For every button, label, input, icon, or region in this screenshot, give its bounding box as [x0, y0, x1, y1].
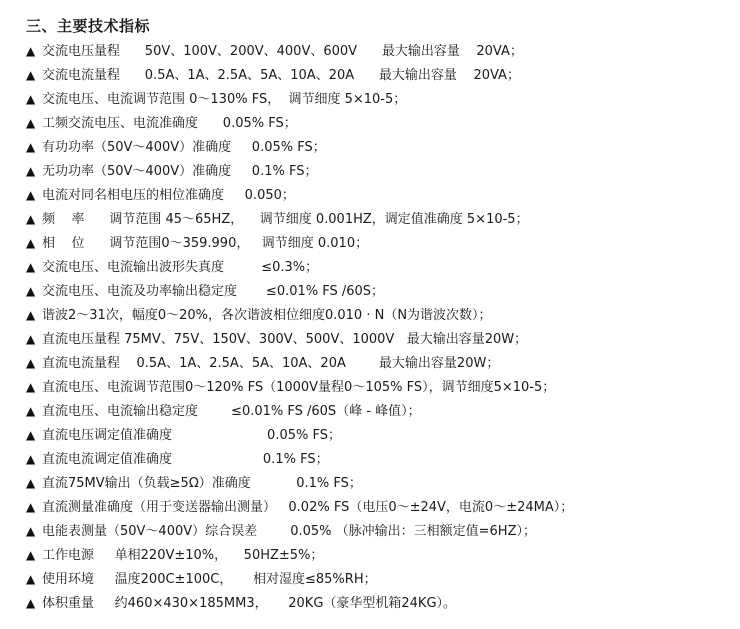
- spec-item: [26, 353, 736, 377]
- triangle-bullet-icon: ▲: [26, 380, 36, 394]
- spec-item-text: 交流电压量程 50V、100V、200V、400V、600V 最大输出容量 20VA；: [42, 44, 523, 59]
- spec-item-text: 谐波2～31次，幅度0～20%，各次谐波相位细度0.010 · N（N为谐波次数）；: [42, 308, 492, 323]
- triangle-bullet-icon: ▲: [26, 524, 36, 538]
- spec-item-text: 频 率 调节范围 45～65HZ， 调节细度 0.001HZ，调定值准确度 5×10-5；: [42, 212, 529, 227]
- spec-item-text: 交流电流量程 0.5A、1A、2.5A、5A、10A、20A 最大输出容量 20VA；: [42, 68, 520, 83]
- spec-item-text: 工作电源 单相220V±10%， 50HZ±5%；: [42, 548, 324, 563]
- spec-item-text: 工频交流电压、电流准确度 0.05% FS；: [42, 116, 297, 131]
- triangle-bullet-icon: ▲: [26, 284, 36, 298]
- spec-item: [26, 89, 736, 113]
- spec-item: [26, 65, 736, 89]
- triangle-bullet-icon: ▲: [26, 356, 36, 370]
- spec-item: [26, 425, 736, 449]
- spec-item-text: 直流电压、电流输出稳定度 ≤0.01% FS /60S（峰 - 峰值）；: [42, 404, 421, 419]
- spec-item: [26, 545, 736, 569]
- triangle-bullet-icon: ▲: [26, 596, 36, 610]
- spec-item: [26, 377, 736, 401]
- spec-item-text: 交流电压、电流及功率输出稳定度 ≤0.01% FS /60S；: [42, 284, 385, 299]
- spec-item-text: 电能表测量（50V～400V）综合误差 0.05% （脉冲输出：三相额定值=6HZ）；: [42, 524, 536, 539]
- triangle-bullet-icon: ▲: [26, 188, 36, 202]
- spec-item: [26, 257, 736, 281]
- triangle-bullet-icon: ▲: [26, 308, 36, 322]
- spec-item: [26, 521, 736, 545]
- triangle-bullet-icon: ▲: [26, 116, 36, 130]
- triangle-bullet-icon: ▲: [26, 500, 36, 514]
- triangle-bullet-icon: ▲: [26, 164, 36, 178]
- spec-item-text: 直流测量准确度（用于变送器输出测量） 0.02% FS（电压0～±24V，电流0～±24MA）；: [42, 500, 574, 515]
- spec-item: [26, 233, 736, 257]
- spec-item-text: 直流75MV输出（负载≥5Ω）准确度 0.1% FS；: [42, 476, 362, 491]
- spec-item: [26, 185, 736, 209]
- spec-item: [26, 161, 736, 185]
- triangle-bullet-icon: ▲: [26, 68, 36, 82]
- spec-item-text: 直流电流量程 0.5A、1A、2.5A、5A、10A、20A 最大输出容量20W；: [42, 356, 500, 371]
- triangle-bullet-icon: ▲: [26, 476, 36, 490]
- spec-item-text: 交流电压、电流调节范围 0～130% FS， 调节细度 5×10-5；: [42, 92, 407, 107]
- triangle-bullet-icon: ▲: [26, 332, 36, 346]
- triangle-bullet-icon: ▲: [26, 452, 36, 466]
- spec-item-text: 直流电流调定值准确度 0.1% FS；: [42, 452, 329, 467]
- spec-item-text: 相 位 调节范围0～359.990， 调节细度 0.010；: [42, 236, 369, 251]
- triangle-bullet-icon: ▲: [26, 404, 36, 418]
- spec-item: [26, 593, 736, 617]
- spec-item: [26, 209, 736, 233]
- triangle-bullet-icon: ▲: [26, 572, 36, 586]
- spec-item: [26, 305, 736, 329]
- triangle-bullet-icon: ▲: [26, 140, 36, 154]
- triangle-bullet-icon: ▲: [26, 548, 36, 562]
- spec-item-text: 直流电压量程 75MV、75V、150V、300V、500V、1000V 最大输出容量20W；: [42, 332, 528, 347]
- spec-item: [26, 137, 736, 161]
- spec-list: [26, 41, 736, 617]
- spec-item: [26, 473, 736, 497]
- triangle-bullet-icon: ▲: [26, 236, 36, 250]
- spec-item: [26, 569, 736, 593]
- triangle-bullet-icon: ▲: [26, 92, 36, 106]
- spec-item: [26, 497, 736, 521]
- triangle-bullet-icon: ▲: [26, 428, 36, 442]
- triangle-bullet-icon: ▲: [26, 260, 36, 274]
- spec-item-text: 使用环境 温度200C±100C， 相对湿度≤85%RH；: [42, 572, 377, 587]
- spec-item-text: 直流电压、电流调节范围0～120% FS（1000V量程0～105% FS），调节细度5×10-5；: [42, 380, 556, 395]
- spec-item: [26, 329, 736, 353]
- section-title: 三、主要技术指标: [26, 17, 151, 35]
- spec-item: [26, 113, 736, 137]
- spec-item: [26, 449, 736, 473]
- triangle-bullet-icon: ▲: [26, 212, 36, 226]
- spec-item-text: 直流电压调定值准确度 0.05% FS；: [42, 428, 341, 443]
- spec-item-text: 交流电压、电流输出波形失真度 ≤0.3%；: [42, 260, 319, 275]
- spec-item-text: 有功功率（50V～400V）准确度 0.05% FS；: [42, 140, 326, 155]
- spec-item: [26, 281, 736, 305]
- spec-item: [26, 401, 736, 425]
- triangle-bullet-icon: ▲: [26, 44, 36, 58]
- spec-item-text: 体积重量 约460×430×185MM3， 20KG（豪华型机箱24KG）。: [42, 596, 457, 611]
- spec-item-text: 电流对同名相电压的相位准确度 0.050；: [42, 188, 295, 203]
- spec-item-text: 无功功率（50V～400V）准确度 0.1% FS；: [42, 164, 318, 179]
- spec-item: [26, 41, 736, 65]
